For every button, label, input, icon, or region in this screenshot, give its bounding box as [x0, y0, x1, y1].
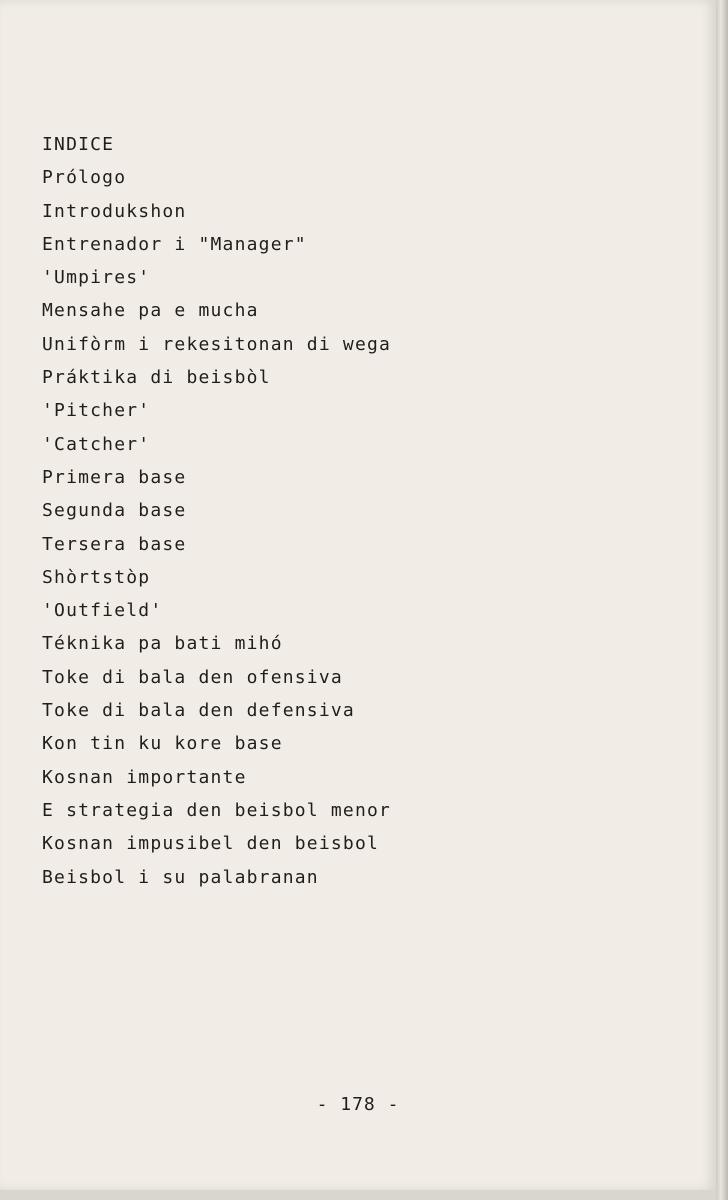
- toc-entry: Shòrtstòp: [42, 566, 151, 588]
- toc-entry: Unifòrm i rekesitonan di wega: [42, 333, 392, 355]
- toc-entry: Segunda base: [42, 500, 187, 522]
- toc-entry: Práktika di beisbòl: [42, 367, 271, 389]
- toc-entry: Toke di bala den ofensiva: [42, 666, 343, 688]
- index-title: INDICE: [42, 134, 115, 155]
- toc-entry: Prólogo: [42, 167, 127, 189]
- toc-entry: Kon tin ku kore base: [42, 733, 283, 755]
- toc-entry: 'Outfield': [42, 600, 163, 622]
- toc-entry: 'Pitcher': [42, 400, 151, 422]
- page-number: - 178 -: [316, 1094, 400, 1115]
- toc-entry: Kosnan impusibel den beisbol: [42, 833, 380, 855]
- toc-entry: Toke di bala den defensiva: [42, 700, 355, 722]
- toc-entry: 'Catcher': [42, 433, 151, 455]
- toc-entry: 'Umpires': [42, 267, 151, 289]
- toc-entry: Entrenador i "Manager": [42, 233, 307, 255]
- toc-entry: Primera base: [42, 466, 187, 488]
- toc-entry: Téknika pa bati mihó: [42, 633, 283, 655]
- toc-entry: E strategia den beisbol menor: [42, 799, 392, 821]
- toc-entry: Kosnan importante: [42, 766, 247, 788]
- toc-entry: Mensahe pa e mucha: [42, 300, 259, 322]
- toc-entry: Introdukshon: [42, 200, 187, 222]
- toc-entry: Tersera base: [42, 533, 187, 555]
- toc-entry: Beisbol i su palabranan: [42, 866, 319, 888]
- book-spine-edge: [716, 0, 728, 1200]
- table-of-contents: [42, 128, 391, 894]
